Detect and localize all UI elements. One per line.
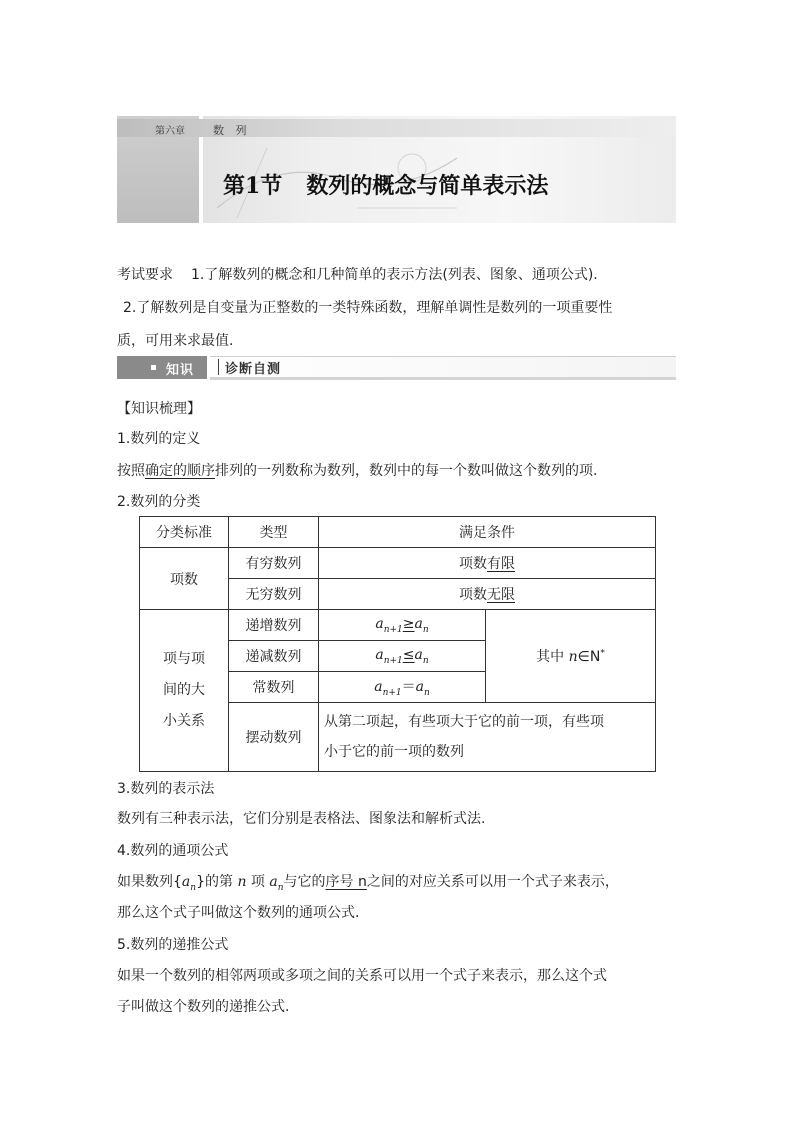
- chapter-bar: [117, 119, 676, 137]
- type-cell: 摆动数列: [229, 703, 319, 772]
- square-bullet-icon: [151, 365, 156, 370]
- exam-requirements: [117, 259, 682, 358]
- chapter-name: 数 列: [213, 124, 251, 137]
- chapter-number: 第六章: [155, 126, 185, 137]
- condition-note: 其中 n∈N*: [486, 610, 656, 703]
- s4-body-line1: 如果数列$\{a_n\}$的第 n 项 $a_n$与它的序号 n之间的对应关系可以用一个式子来表示，: [117, 874, 619, 893]
- section-title: [223, 169, 548, 200]
- knowledge-tab: [117, 356, 207, 379]
- table-row: [140, 610, 656, 641]
- type-cell: 常数列: [229, 672, 319, 703]
- condition-cell: 项数无限: [319, 579, 656, 610]
- condition-cell: $a_{n+1}\le a_n$: [319, 641, 486, 672]
- s3-body: 数列有三种表示法，它们分别是表格法、图象法和解析式法.: [117, 811, 486, 827]
- s4-body-line2: 那么这个式子叫做这个数列的通项公式.: [117, 905, 360, 921]
- s4-heading: 4.数列的通项公式: [117, 843, 229, 859]
- requirement-item-2-cont: 质，可用来求最值.: [117, 333, 234, 349]
- group-label: 项数: [140, 548, 229, 610]
- diagnosis-tab: [210, 356, 676, 380]
- type-cell: 递增数列: [229, 610, 319, 641]
- header-cell: 类型: [229, 517, 319, 548]
- knowledge-heading: 【知识梳理】: [117, 401, 201, 417]
- s4-underlined: 序号 n: [325, 874, 367, 890]
- requirement-item-2: 2.了解数列是自变量为正整数的一类特殊函数，理解单调性是数列的一项重要性: [123, 300, 613, 316]
- table-header-row: [140, 517, 656, 548]
- group-label: 项与项 间的大 小关系: [140, 610, 229, 772]
- chapter-banner: [117, 116, 676, 223]
- table-row: [140, 548, 656, 579]
- type-cell: 无穷数列: [229, 579, 319, 610]
- knowledge-section-bar: [117, 356, 676, 379]
- s1-heading: 1.数列的定义: [117, 431, 201, 447]
- header-cell: 分类标准: [140, 517, 229, 548]
- bar-divider: [218, 359, 219, 375]
- type-cell: 有穷数列: [229, 548, 319, 579]
- requirements-label: 考试要求: [117, 267, 173, 283]
- classification-table: [139, 516, 656, 772]
- condition-cell: 从第二项起，有些项大于它的前一项，有些项 小于它的前一项的数列: [319, 703, 656, 772]
- type-cell: 递减数列: [229, 641, 319, 672]
- diagnosis-label: 诊断自测: [225, 362, 282, 377]
- condition-cell: $a_{n+1}=a_n$: [319, 672, 486, 703]
- s5-body-line2: 子叫做这个数列的递推公式.: [117, 999, 290, 1015]
- header-cell: 满足条件: [319, 517, 656, 548]
- s5-body-line1: 如果一个数列的相邻两项或多项之间的关系可以用一个式子来表示，那么这个式: [117, 968, 607, 984]
- s1-underlined: 确定的顺序: [145, 463, 215, 479]
- section-number: 第1节: [223, 173, 283, 199]
- knowledge-label: 知识: [166, 363, 195, 378]
- s1-body: 按照确定的顺序排列的一列数称为数列，数列中的每一个数叫做这个数列的项.: [117, 463, 598, 479]
- condition-cell: $a_{n+1}\ge a_n$: [319, 610, 486, 641]
- requirement-item-1: 1.了解数列的概念和几种简单的表示方法(列表、图象、通项公式).: [191, 267, 598, 283]
- section-title-text: 数列的概念与简单表示法: [306, 173, 549, 199]
- s5-heading: 5.数列的递推公式: [117, 937, 229, 953]
- s3-heading: 3.数列的表示法: [117, 781, 215, 797]
- condition-cell: 项数有限: [319, 548, 656, 579]
- s2-heading: 2.数列的分类: [117, 494, 201, 510]
